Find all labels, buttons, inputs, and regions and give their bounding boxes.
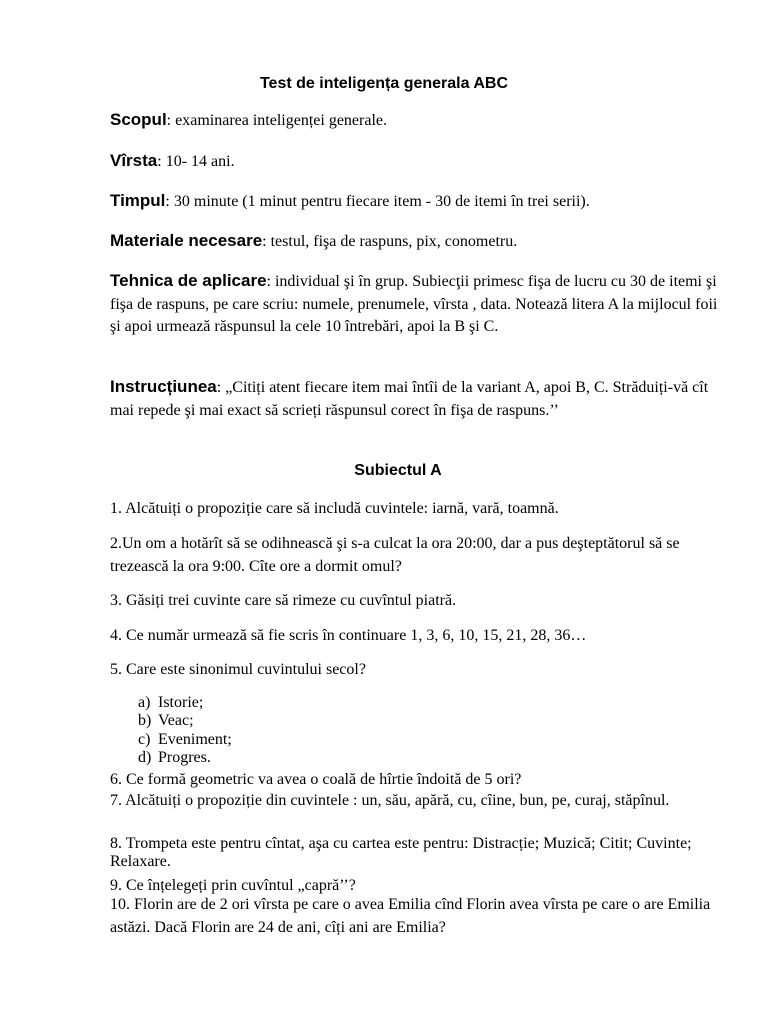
field-materiale — [110, 230, 720, 254]
question-6: 6. Ce formă geometric va avea o coală de hîrtie îndoită de 5 ori? — [110, 771, 522, 788]
question-10: 10. Florin are de 2 ori vîrsta pe care o avea Emilia cînd Florin avea vîrsta pe care o are Emilia astăzi. Dacă Florin are 24 de ani, cîți ani are Emilia? — [110, 896, 711, 936]
field-tehnica-text: : individual şi în grup. Subiecţii primesc fişa de lucru cu 30 de itemi şi fişa de raspuns, pe care scriu: numele, prenumele, vîrsta , data. Notează litera A la mijlocul foii şi apoi urmează răspunsul la cele 10 întrebări, apoi la B şi C. — [110, 273, 718, 335]
question-3: 3. Găsiți trei cuvinte care să rimeze cu cuvîntul piatră. — [110, 592, 457, 609]
field-instructiunea — [110, 376, 720, 422]
question-5-options — [138, 694, 232, 767]
question-5: 5. Care este sinonimul cuvintului secol? — [110, 661, 366, 678]
question-8: 8. Trompeta este pentru cîntat, aşa cu cartea este pentru: Distracție; Muzică; Citit; Cuvinte; Relaxare. — [110, 835, 692, 871]
field-scop-text: : examinarea inteligenței generale. — [166, 112, 387, 129]
field-instructiunea-text: : „Citiți atent fiecare item mai întîi de la variant A, apoi B, C. Străduiți-vă cît mai repede şi mai exact să scrieți răspunsul corect în fişa de raspuns.’’ — [110, 379, 709, 419]
field-tehnica-label: Tehnica de aplicare — [110, 271, 267, 290]
field-materiale-text: : testul, fişa de raspuns, pix, conometru. — [262, 233, 518, 250]
field-tehnica — [110, 270, 720, 339]
section-heading: Subiectul A — [354, 462, 442, 479]
question-4: 4. Ce număr urmează să fie scris în continuare 1, 3, 6, 10, 15, 21, 28, 36… — [110, 627, 587, 644]
field-virsta — [110, 150, 720, 174]
field-timpul-label: Timpul — [110, 191, 166, 210]
question-9: 9. Ce înțelegeți prin cuvîntul „capră’’? — [110, 877, 356, 894]
option-b: b) Veac; — [138, 712, 194, 730]
question-2: 2.Un om a hotărît să se odihnească şi s-a culcat la ora 20:00, dar a pus deşteptătorul să se trezească la ora 9:00. Cîte ore a dormit omul? — [110, 535, 680, 575]
field-scop — [110, 109, 720, 133]
option-d: d) Progres. — [138, 748, 211, 766]
field-materiale-label: Materiale necesare — [110, 231, 263, 250]
option-a: a) Istorie; — [138, 694, 204, 711]
field-timpul-text: : 30 minute (1 minut pentru fiecare item - 30 de itemi în trei serii). — [165, 193, 590, 210]
question-7: 7. Alcătuiți o propoziție din cuvintele : un, său, apără, cu, cîine, bun, pe, curaj, stăpînul. — [110, 792, 670, 809]
field-virsta-label: Vîrsta — [110, 151, 158, 170]
question-1: 1. Alcătuiți o propoziție care să includă cuvintele: iarnă, vară, toamnă. — [110, 500, 559, 517]
field-timpul — [110, 190, 720, 214]
option-c: c) Eveniment; — [138, 730, 232, 748]
field-virsta-text: : 10- 14 ani. — [157, 153, 235, 170]
page-title: Test de inteligența generala ABC — [259, 75, 509, 92]
field-scop-label: Scopul — [110, 110, 167, 129]
field-instructiunea-label: Instrucțiunea — [110, 377, 217, 396]
